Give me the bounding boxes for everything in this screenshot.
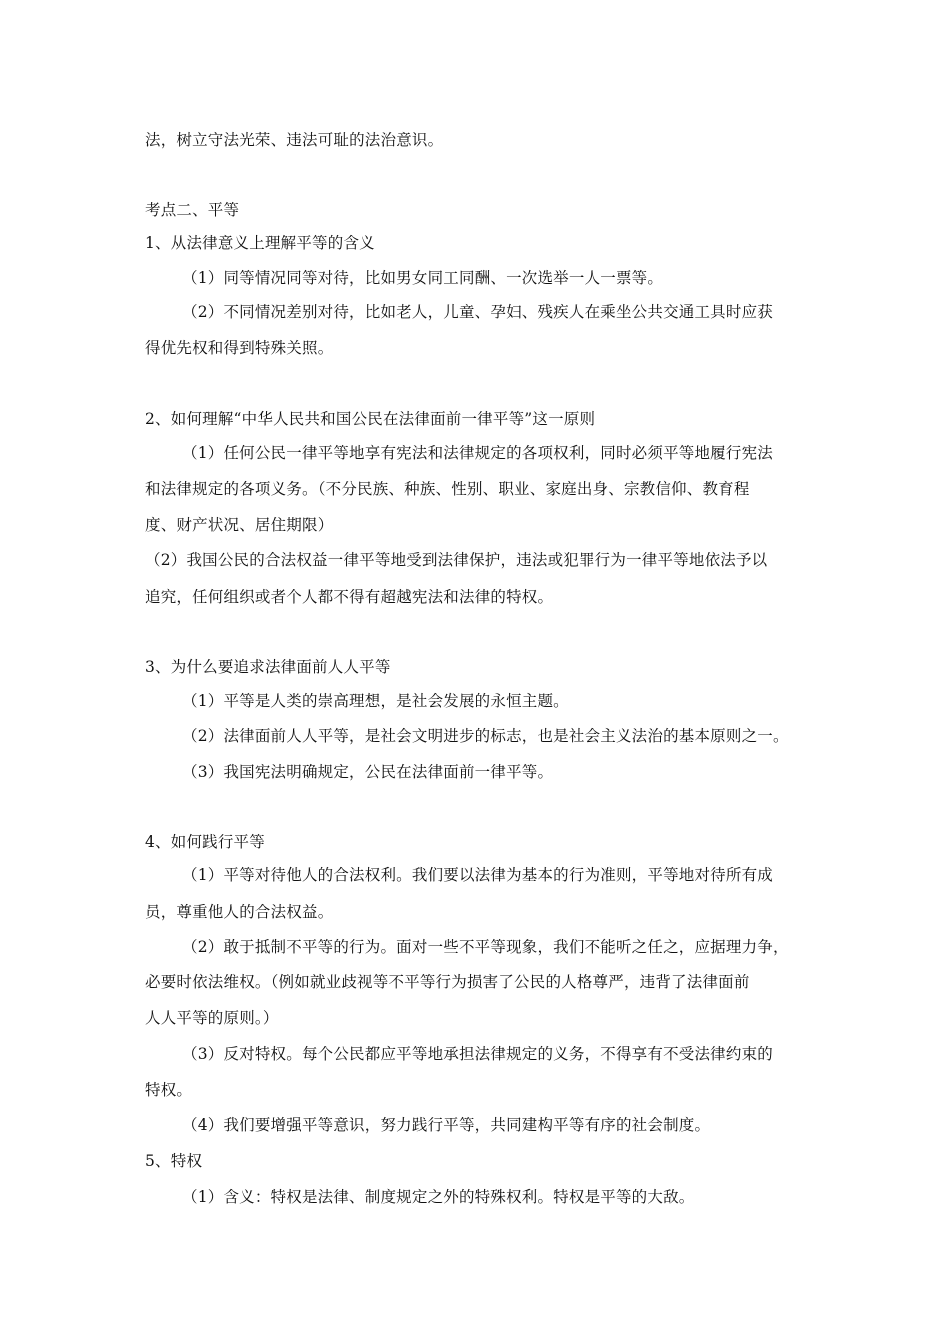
text-line: 人人平等的原则。） xyxy=(145,1009,279,1027)
text-line: （3）我国宪法明确规定，公民在法律面前一律平等。 xyxy=(182,763,554,781)
text-line: 和法律规定的各项义务。（不分民族、种族、性别、职业、家庭出身、宗教信仰、教育程 xyxy=(145,480,750,498)
text-line: 得优先权和得到特殊关照。 xyxy=(145,339,334,357)
subheading: 4、如何践行平等 xyxy=(145,833,265,851)
text-line: （2）敢于抵制不平等的行为。面对一些不平等现象，我们不能听之任之，应据理力争， xyxy=(182,938,789,956)
text-line: 度、财产状况、居住期限） xyxy=(145,516,334,534)
text-line: 特权。 xyxy=(145,1081,193,1099)
text-line: （1）任何公民一律平等地享有宪法和法律规定的各项权利，同时必须平等地履行宪法 xyxy=(182,444,773,462)
text-line: 员，尊重他人的合法权益。 xyxy=(145,903,334,921)
text-line: （1）同等情况同等对待，比如男女同工同酬、一次选举一人一票等。 xyxy=(182,269,664,287)
text-line: （2）不同情况差别对待，比如老人，儿童、孕妇、残疾人在乘坐公共交通工具时应获 xyxy=(182,303,773,321)
subheading: 5、特权 xyxy=(145,1152,203,1170)
text-line: 法，树立守法光荣、违法可耻的法治意识。 xyxy=(145,131,444,149)
text-line: （1）含义：特权是法律、制度规定之外的特殊权利。特权是平等的大敌。 xyxy=(182,1188,695,1206)
section-heading: 考点二、平等 xyxy=(145,201,240,219)
text-line: （2）我国公民的合法权益一律平等地受到法律保护，违法或犯罪行为一律平等地依法予以 xyxy=(145,551,768,569)
text-line: （2）法律面前人人平等，是社会文明进步的标志，也是社会主义法治的基本原则之一。 xyxy=(182,727,789,745)
text-line: （3）反对特权。每个公民都应平等地承担法律规定的义务，不得享有不受法律约束的 xyxy=(182,1045,773,1063)
text-line: （1）平等是人类的崇高理想，是社会发展的永恒主题。 xyxy=(182,692,569,710)
text-line: （4）我们要增强平等意识，努力践行平等，共同建构平等有序的社会制度。 xyxy=(182,1116,711,1134)
subheading: 2、如何理解“中华人民共和国公民在法律面前一律平等”这一原则 xyxy=(145,410,596,428)
text-line: 追究，任何组织或者个人都不得有超越宪法和法律的特权。 xyxy=(145,588,554,606)
text-line: 必要时依法维权。（例如就业歧视等不平等行为损害了公民的人格尊严，违背了法律面前 xyxy=(145,973,750,991)
subheading: 3、为什么要追求法律面前人人平等 xyxy=(145,658,391,676)
subheading: 1、从法律意义上理解平等的含义 xyxy=(145,234,375,252)
text-line: （1）平等对待他人的合法权利。我们要以法律为基本的行为准则，平等地对待所有成 xyxy=(182,866,773,884)
